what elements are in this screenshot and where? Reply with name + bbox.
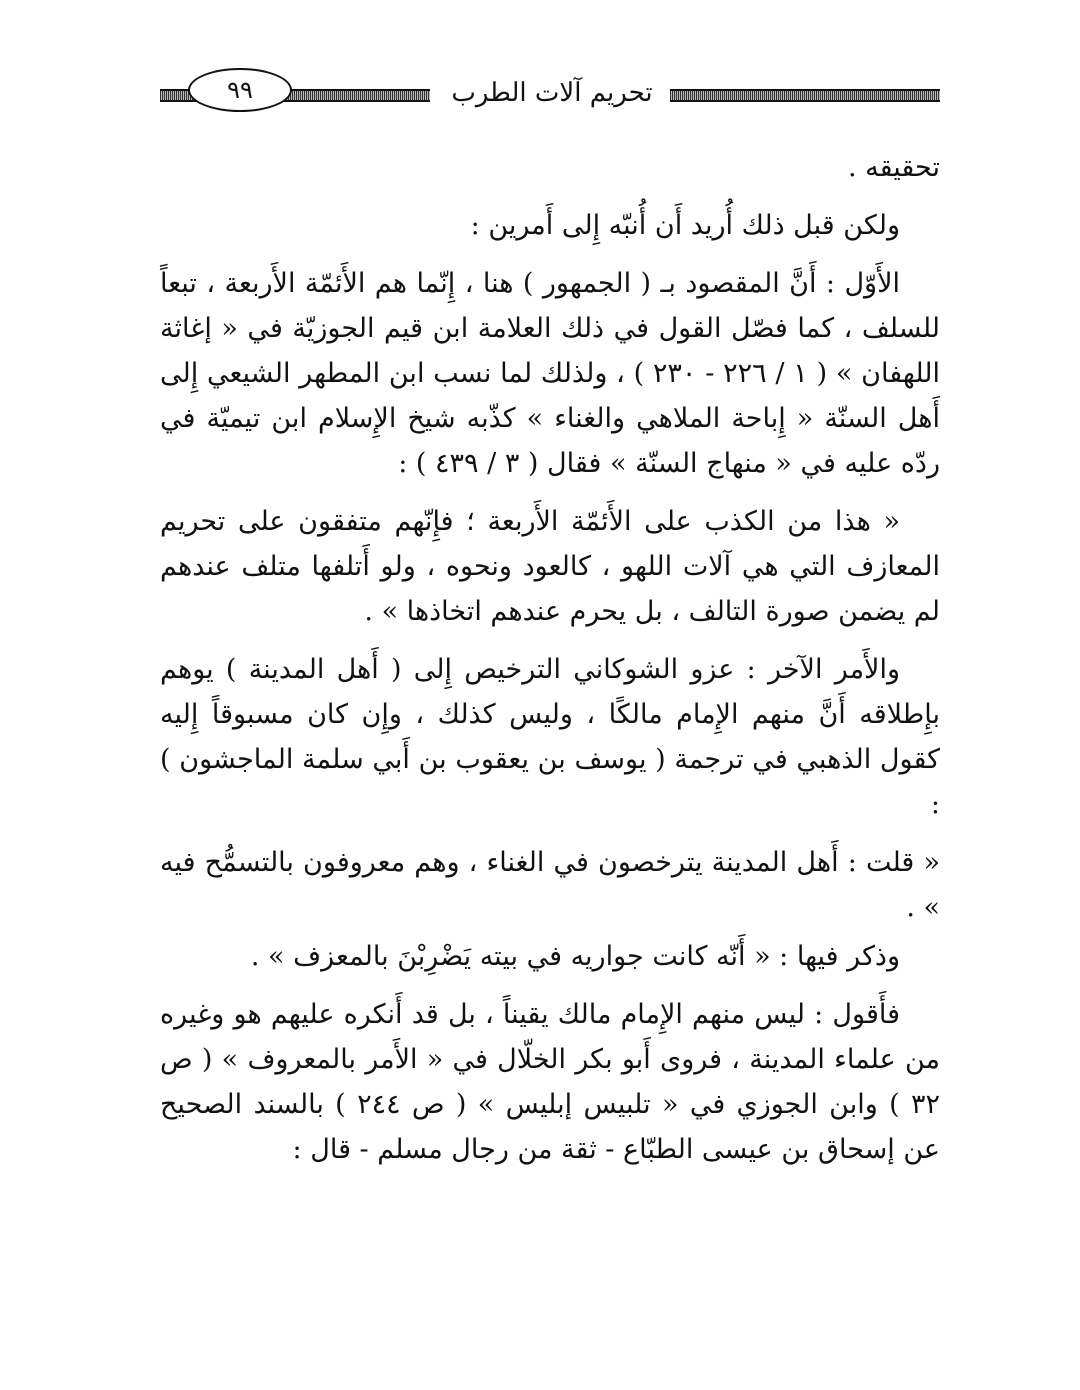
header-rule-right: [670, 89, 940, 102]
running-title: تحريم آلات الطرب: [451, 78, 653, 108]
paragraph-quote-dhahabi: « قلت : أَهل المدينة يترخصون في الغناء ، وهم معروفون بالتسمُّح فيه » .: [160, 847, 940, 923]
body-text: [160, 145, 940, 1185]
paragraph-mention: وذكر فيها : « أَنّه كانت جواريه في بيته يَضْرِبْنَ بالمعزف » .: [250, 941, 900, 972]
paragraph-response: فأَقول : ليس منهم الإِمام مالك يقيناً ، بل قد أَنكره عليهم هو وغيره من علماء المدينة ، فروى أَبو بكر الخلّال في « الأَمر بالمعروف » ( ص ٣٢ ) وابن الجوزي في « تلبيس إبليس » ( ص ٢٤٤ ) بالسند الصحيح عن إسحاق بن عيسى الطبّاع - ثقة من رجال مسلم - قال :: [160, 999, 940, 1165]
page-header: [160, 62, 940, 122]
paragraph-intro: ولكن قبل ذلك أُريد أَن أُنبّه إِلى أَمرين :: [470, 210, 900, 241]
paragraph-first-matter: الأَوّل : أَنَّ المقصود بـ ( الجمهور ) هنا ، إِنّما هم الأَئمّة الأَربعة ، تبعاً للسلف ، كما فصّل القول في ذلك العلامة ابن قيم الجوزيّة في « إغاثة اللهفان » ( ١ / ٢٢٦ - ٢٣٠ ) ، ولذلك لما نسب ابن المطهر الشيعي إِلى أَهل السنّة « إِباحة الملاهي والغناء » كذّبه شيخ الإِسلام ابن تيميّة في ردّه عليه في « منهاج السنّة » فقال ( ٣ / ٤٣٩ ) :: [160, 268, 940, 479]
paragraph-quote-ibn-taymiyya: « هذا من الكذب على الأَئمّة الأَربعة ؛ فإِنّهم متفقون على تحريم المعازف التي هي آلات اللهو ، كالعود ونحوه ، ولو أَتلفها متلف عندهم لم يضمن صورة التالف ، بل يحرم عندهم اتخاذها » .: [160, 506, 940, 627]
page-number: ٩٩: [188, 68, 292, 112]
paragraph-second-matter: والأَمر الآخر : عزو الشوكاني الترخيص إِلى ( أَهل المدينة ) يوهم بإِطلاقه أَنَّ منهم الإِمام مالكًا ، وليس كذلك ، وإِن كان مسبوقاً إِليه كقول الذهبي في ترجمة ( يوسف بن يعقوب بن أَبي سلمة الماجشون ) :: [160, 654, 940, 820]
paragraph-continuation: تحقيقه .: [847, 152, 940, 183]
